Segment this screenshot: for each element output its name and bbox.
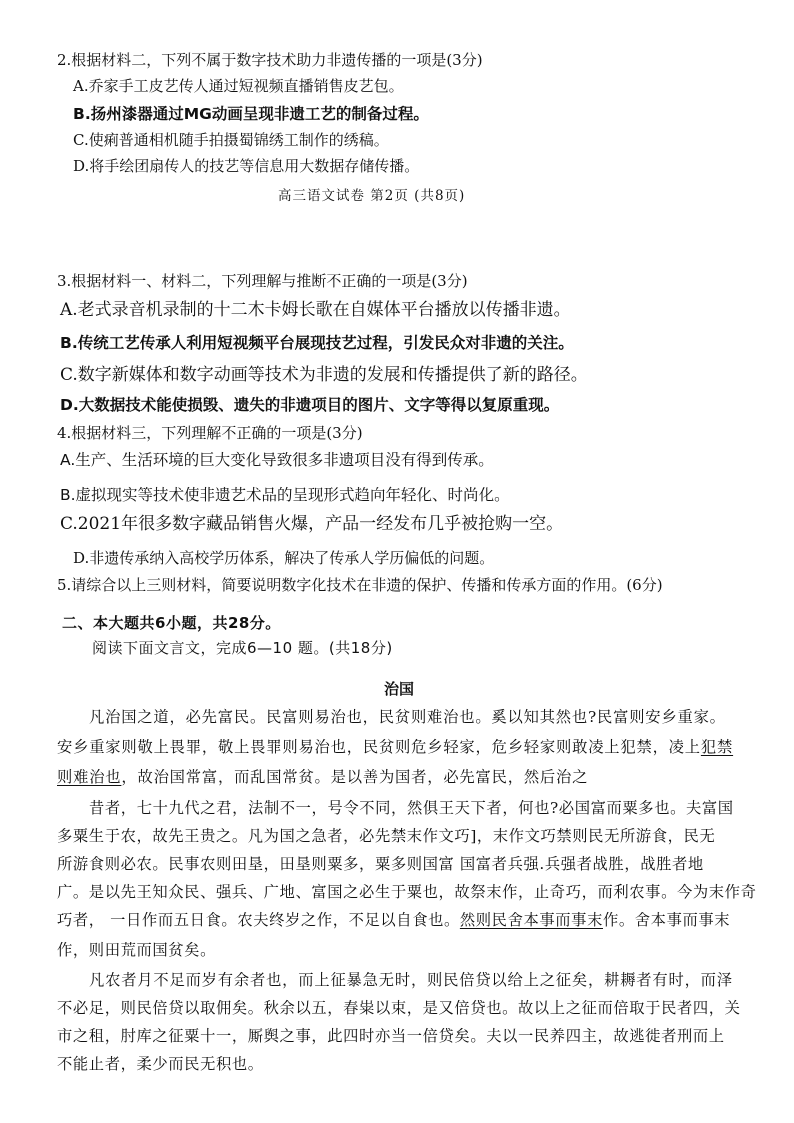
q4-stem: 4.根据材料三，下列理解不正确的一项是(3分)	[57, 424, 363, 442]
q3-option-a: A.老式录音机录制的十二木卡姆长歌在自媒体平台播放以传播非遗。	[60, 300, 571, 320]
q4-option-d: D.非遗传承纳入高校学历体系，解决了传承人学历偏低的问题。	[73, 549, 495, 567]
q4-option-c: C.2021年很多数字藏品销售火爆，产品一经发布几乎被抢购一空。	[60, 514, 564, 534]
q3-option-b: B.传统工艺传承人利用短视频平台展现技艺过程，引发民众对非遗的关注。	[60, 334, 574, 352]
underlined-phrase: 犯禁	[700, 738, 734, 756]
passage-p2-line-3: 所游食则必农。民事农则田垦，田垦则粟多，粟多则国富 国富者兵强.兵强者战胜，战胜者地	[57, 855, 704, 873]
q4-option-a: A.生产、生活环境的巨大变化导致很多非遗项目没有得到传承。	[60, 451, 494, 469]
passage-p3-line-3: 市之租，肘库之征粟十一，厮舆之事，此四时亦当一倍贷矣。夫以一民养四主，故逃徙者刑而上	[57, 1027, 725, 1045]
underlined-phrase: 然则民	[459, 911, 508, 929]
q3-option-d: D.大数据技术能使损毁、遗失的非遗项目的图片、文字等得以复原重现。	[60, 396, 560, 414]
q3-stem: 3.根据材料一、材料二，下列理解与推断不正确的一项是(3分)	[57, 272, 468, 290]
q2-option-c: C.使痢普通相机随手拍摄蜀锦绣工制作的绣稿。	[73, 131, 389, 149]
q2-option-a: A.乔家手工皮艺传人通过短视频直播销售皮艺包。	[73, 77, 404, 95]
passage-p3-line-1: 凡农者月不足而岁有余者也，而上征暴急无时，则民倍贷以给上之征矣，耕耨者有时，而泽	[89, 971, 733, 989]
q2-option-b: B.扬州漆器通过MG动画呈现非遗工艺的制备过程。	[73, 105, 429, 123]
page-footer: 高三语文试卷 第2页 (共8页)	[278, 188, 466, 204]
underlined-phrase: 则难治也	[57, 768, 122, 786]
passage-p2-line-6: 作，则田荒而国贫矣。	[57, 941, 216, 959]
passage-p2-line-4: 广。是以先王知众民、强兵、广地、富国之必生于粟也，故祭末作，止奇巧，而利农事。今为末作奇	[57, 883, 757, 901]
passage-p2-line-2: 多粟生于农，故先王贵之。凡为国之急者，必先禁末作文巧]，末作文巧禁则民无所游食，民无	[57, 827, 716, 845]
passage-p2-line-1: 昔者，七十九代之君，法制不一，号令不同，然俱王天下者，何也?必国富而粟多也。夫富国	[89, 799, 734, 817]
passage-p1-line-1: 凡治国之道，必先富民。民富则易治也，民贫则难治也。奚以知其然也?民富则安乡重家。	[89, 708, 726, 726]
q2-stem: 2.根据材料二，下列不属于数字技术助力非遗传播的一项是(3分)	[57, 51, 483, 69]
passage-p1-line-2: 安乡重家则敬上畏罪，敬上畏罪则易治也，民贫则危乡轻家，危乡轻家则敢凌上犯禁，凌上犯禁	[57, 738, 734, 756]
q4-option-b: B.虚拟现实等技术使非遗艺术品的呈现形式趋向年轻化、时尚化。	[60, 486, 510, 504]
passage-p3-line-4: 不能止者，柔少而民无积也。	[57, 1055, 264, 1073]
q3-option-c: C.数字新媒体和数字动画等技术为非遗的发展和传播提供了新的路径。	[60, 365, 588, 385]
section-subheader: 阅读下面文言文，完成6—10 题。(共18分)	[92, 639, 393, 657]
q2-option-d: D.将手绘团扇传人的技艺等信息用大数据存储传播。	[73, 157, 420, 175]
q5-stem: 5.请综合以上三则材料，简要说明数字化技术在非遗的保护、传播和传承方面的作用。(6分)	[57, 576, 663, 594]
passage-p1-line-3: 则难治也，故治国常富，而乱国常贫。是以善为国者，必先富民，然后治之	[57, 768, 589, 786]
section-header: 二、本大题共6小题，共28分。	[62, 614, 281, 632]
passage-title: 治国	[384, 680, 415, 698]
passage-p2-line-5: 巧者， 一日作而五日食。农夫终岁之作，不足以自食也。然则民舍本事而事末作。舍本事而事末	[57, 911, 731, 929]
passage-p3-line-2: 不必足，则民倍贷以取佣矣。秋余以五，春粜以束，是又倍贷也。故以上之征而倍取于民者四，关	[57, 999, 741, 1017]
